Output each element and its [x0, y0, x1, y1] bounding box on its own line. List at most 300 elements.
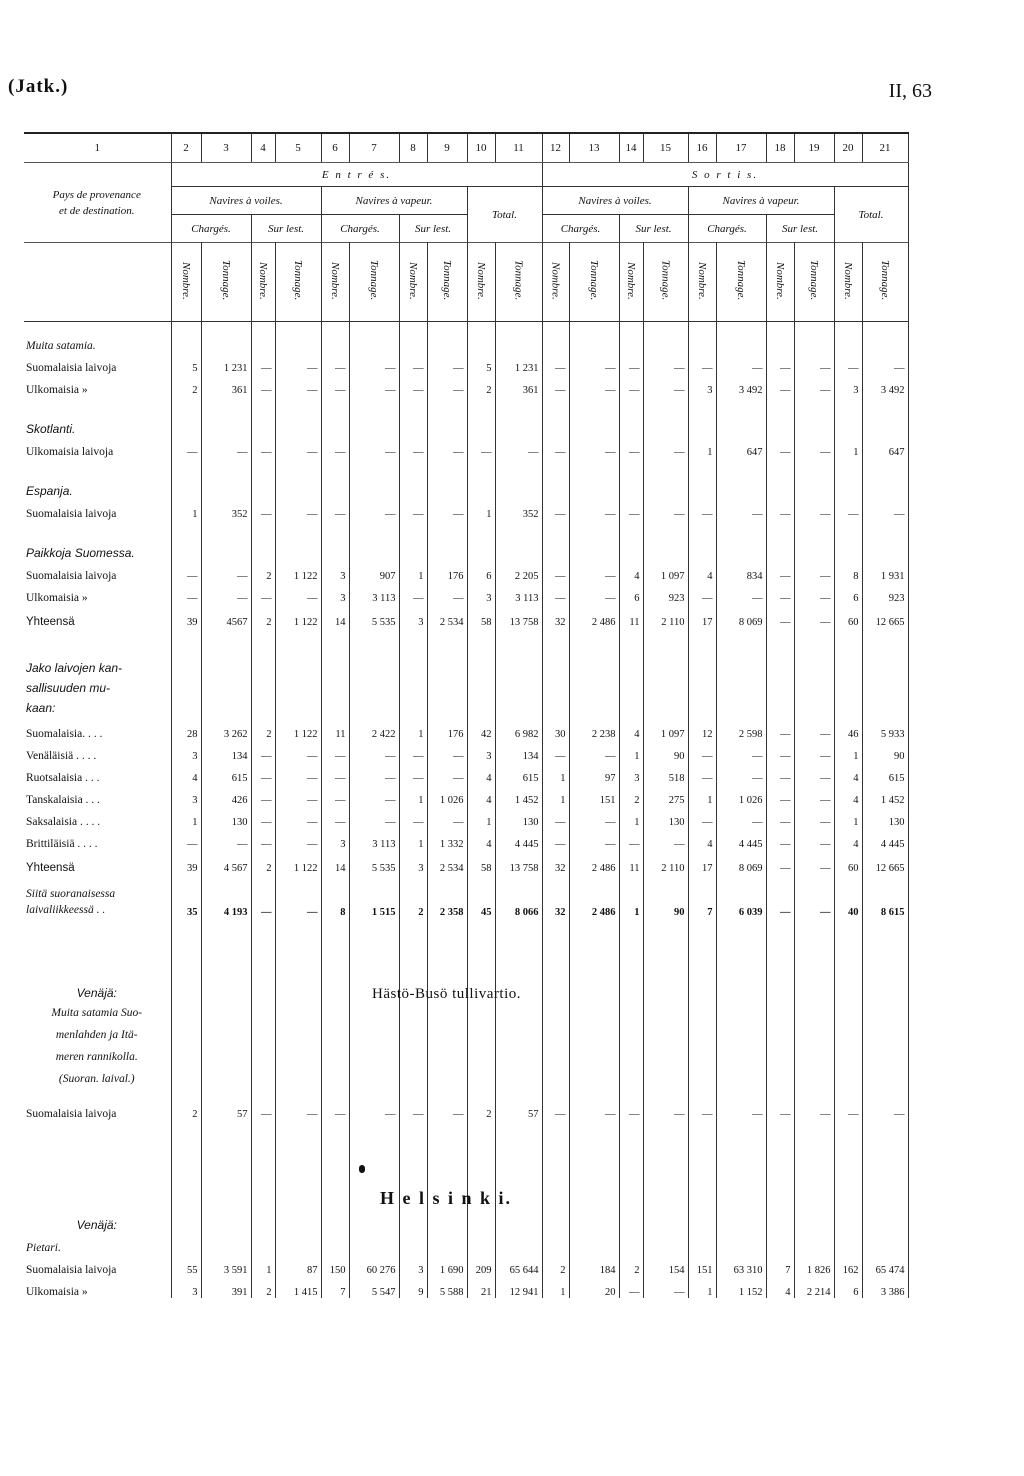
- header-tonnage: [427, 243, 467, 322]
- nombre-text: Nombre.: [696, 261, 708, 300]
- empty-cell: [794, 918, 834, 1000]
- empty-cell: [201, 396, 251, 436]
- table-cell: 12 665: [862, 850, 908, 874]
- empty-cell: [643, 396, 688, 436]
- table-cell: 8 615: [862, 874, 908, 918]
- table-cell: 176: [427, 718, 467, 740]
- table-cell: —: [688, 498, 716, 520]
- table-cell: 5: [467, 352, 495, 374]
- table-cell: —: [688, 582, 716, 604]
- table-cell: 57: [495, 1090, 542, 1120]
- empty-cell: [688, 1120, 716, 1232]
- table-cell: —: [542, 828, 569, 850]
- empty-cell: [569, 322, 619, 352]
- empty-cell: [427, 322, 467, 352]
- table-row: [24, 498, 908, 520]
- table-cell: 3: [171, 740, 201, 762]
- table-cell: 5 933: [862, 718, 908, 740]
- table-cell: —: [251, 352, 275, 374]
- table-cell: —: [542, 374, 569, 396]
- table-cell: 6: [834, 1276, 862, 1298]
- table-cell: 1 452: [495, 784, 542, 806]
- empty-cell: [834, 1000, 862, 1090]
- table-cell: —: [794, 806, 834, 828]
- section-muita-suomenlahden-line: menlahden ja Itä-: [55, 1028, 138, 1041]
- table-cell: 275: [643, 784, 688, 806]
- table-cell: 2: [619, 784, 643, 806]
- table-cell: 391: [201, 1276, 251, 1298]
- empty-cell: [171, 1232, 201, 1254]
- empty-cell: [399, 628, 427, 718]
- empty-cell: [569, 628, 619, 718]
- table-cell: 6 982: [495, 718, 542, 740]
- empty-cell: [834, 396, 862, 436]
- empty-cell: [201, 1000, 251, 1090]
- empty-cell: [321, 396, 349, 436]
- table-cell: 90: [643, 740, 688, 762]
- table-cell: —: [321, 806, 349, 828]
- table-cell: —: [399, 374, 427, 396]
- table-cell: 7: [766, 1254, 794, 1276]
- table-cell: 7: [688, 874, 716, 918]
- empty-cell: [643, 458, 688, 498]
- header-tonnage: [495, 243, 542, 322]
- empty-cell: [834, 458, 862, 498]
- sortis-header: S o r t i s.: [542, 163, 908, 187]
- table-row: [24, 396, 908, 436]
- table-cell: —: [688, 352, 716, 374]
- table-cell: 184: [569, 1254, 619, 1276]
- empty-cell: [349, 1120, 399, 1232]
- table-cell: 2: [251, 850, 275, 874]
- tonnage-text: Tonnage.: [220, 260, 232, 301]
- table-cell: —: [794, 718, 834, 740]
- table-cell: 2 110: [643, 850, 688, 874]
- table-cell: 9: [399, 1276, 427, 1298]
- empty-cell: [619, 396, 643, 436]
- table-cell: 3: [619, 762, 643, 784]
- table-cell: —: [251, 374, 275, 396]
- table-cell: —: [643, 1090, 688, 1120]
- table-cell: 134: [495, 740, 542, 762]
- empty-cell: [766, 322, 794, 352]
- table-cell: 58: [467, 850, 495, 874]
- table-cell: —: [766, 582, 794, 604]
- table-cell: 1: [251, 1254, 275, 1276]
- empty-cell: [399, 520, 427, 560]
- table-cell: 1: [399, 828, 427, 850]
- empty-cell: [619, 1120, 643, 1232]
- empty-cell: [688, 520, 716, 560]
- table-cell: 60 276: [349, 1254, 399, 1276]
- table-cell: —: [716, 498, 766, 520]
- table-cell: —: [201, 828, 251, 850]
- table-cell: 17: [688, 604, 716, 628]
- table-cell: 4: [834, 828, 862, 850]
- blank-cell: [24, 243, 171, 322]
- empty-cell: [171, 628, 201, 718]
- empty-cell: [716, 1232, 766, 1254]
- table-cell: —: [251, 1090, 275, 1120]
- table-cell: —: [321, 1090, 349, 1120]
- table-cell: —: [643, 828, 688, 850]
- table-cell: —: [349, 352, 399, 374]
- table-cell: 1: [542, 762, 569, 784]
- empty-cell: [427, 1120, 467, 1232]
- table-cell: 1: [542, 784, 569, 806]
- tonnage-text: Tonnage.: [441, 260, 453, 301]
- header-tonnage: [349, 243, 399, 322]
- column-number: 14: [619, 133, 643, 163]
- empty-cell: [794, 1000, 834, 1090]
- continuation-mark: (Jatk.): [8, 76, 69, 97]
- column-number: 2: [171, 133, 201, 163]
- table-cell: 1: [619, 874, 643, 918]
- table-cell: 923: [862, 582, 908, 604]
- empty-cell: [171, 458, 201, 498]
- table-cell: 35: [171, 874, 201, 918]
- table-row: [24, 243, 908, 322]
- table-row: [24, 784, 908, 806]
- table-cell: —: [794, 436, 834, 458]
- header-tonnage: [569, 243, 619, 322]
- empty-cell: [251, 520, 275, 560]
- table-cell: —: [275, 374, 321, 396]
- section-venaja-line: Venäjä:: [76, 985, 117, 1000]
- row-label-line: laivaliikkeessä . .: [26, 903, 106, 916]
- empty-cell: [495, 396, 542, 436]
- empty-cell: [275, 918, 321, 1000]
- table-cell: 615: [495, 762, 542, 784]
- table-cell: 1: [171, 498, 201, 520]
- table-row: [24, 874, 908, 918]
- table-cell: —: [643, 374, 688, 396]
- empty-cell: [862, 396, 908, 436]
- empty-cell: [794, 628, 834, 718]
- row-label: [24, 874, 171, 918]
- empty-cell: [794, 1120, 834, 1232]
- table-cell: —: [569, 1090, 619, 1120]
- table-cell: 1: [688, 1276, 716, 1298]
- table-cell: —: [643, 436, 688, 458]
- table-cell: —: [251, 762, 275, 784]
- empty-cell: [834, 918, 862, 1000]
- table-cell: 1: [171, 806, 201, 828]
- empty-cell: [495, 322, 542, 352]
- header-nombre: [834, 243, 862, 322]
- table-cell: 352: [495, 498, 542, 520]
- nombre-text: Nombre.: [329, 261, 341, 300]
- empty-cell: [251, 1232, 275, 1254]
- table-cell: —: [399, 762, 427, 784]
- table-cell: 90: [862, 740, 908, 762]
- empty-cell: [766, 918, 794, 1000]
- table-cell: 3: [321, 828, 349, 850]
- empty-cell: [862, 458, 908, 498]
- table-cell: 55: [171, 1254, 201, 1276]
- table-cell: 13 758: [495, 604, 542, 628]
- table-cell: 1 122: [275, 718, 321, 740]
- header-charges: Chargés.: [542, 215, 619, 243]
- table-cell: 154: [643, 1254, 688, 1276]
- row-label: Ulkomaisia »: [24, 374, 171, 396]
- table-cell: 3: [171, 1276, 201, 1298]
- row-label-line: Siitä suoranaisessa: [26, 887, 116, 900]
- row-label: Suomalaisia laivoja: [24, 1090, 171, 1120]
- table-cell: 1: [467, 806, 495, 828]
- table-cell: —: [569, 498, 619, 520]
- table-cell: —: [862, 352, 908, 374]
- table-cell: 12: [688, 718, 716, 740]
- table-cell: 46: [834, 718, 862, 740]
- table-cell: 3: [399, 1254, 427, 1276]
- table-cell: 3 113: [495, 582, 542, 604]
- table-cell: 2 486: [569, 604, 619, 628]
- empty-cell: [619, 1232, 643, 1254]
- table-cell: —: [495, 436, 542, 458]
- table-cell: —: [766, 828, 794, 850]
- table-cell: 90: [643, 874, 688, 918]
- pays-label-line1: Pays de provenance: [52, 188, 141, 201]
- column-number: 3: [201, 133, 251, 163]
- empty-cell: [399, 1232, 427, 1254]
- empty-cell: [619, 1000, 643, 1090]
- header-tonnage: [794, 243, 834, 322]
- row-label: Suomalaisia laivoja: [24, 352, 171, 374]
- empty-cell: [542, 520, 569, 560]
- table-cell: 1 152: [716, 1276, 766, 1298]
- table-row: [24, 1120, 908, 1232]
- table-cell: —: [766, 850, 794, 874]
- header-navires-vapeur: Navires à vapeur.: [688, 187, 834, 215]
- empty-cell: [834, 1232, 862, 1254]
- table-cell: —: [716, 762, 766, 784]
- table-cell: 1 122: [275, 850, 321, 874]
- empty-cell: [542, 396, 569, 436]
- empty-cell: [251, 1120, 275, 1232]
- table-cell: —: [427, 740, 467, 762]
- table-cell: 518: [643, 762, 688, 784]
- table-cell: —: [794, 784, 834, 806]
- empty-cell: [716, 396, 766, 436]
- table-cell: 14: [321, 604, 349, 628]
- empty-cell: [619, 458, 643, 498]
- table-cell: 4: [619, 718, 643, 740]
- table-cell: 834: [716, 560, 766, 582]
- empty-cell: [766, 458, 794, 498]
- row-label: Ruotsalaisia . . .: [24, 762, 171, 784]
- section-muita-suomenlahden-line: Muita satamia Suo-: [51, 1006, 143, 1019]
- section-jako-line: sallisuuden mu-: [26, 680, 111, 695]
- table-cell: —: [251, 806, 275, 828]
- row-label: Ulkomaisia »: [24, 582, 171, 604]
- table-cell: 32: [542, 874, 569, 918]
- table-cell: —: [862, 1090, 908, 1120]
- row-label: Ulkomaisia »: [24, 1276, 171, 1298]
- table-cell: 3: [321, 560, 349, 582]
- table-cell: —: [643, 498, 688, 520]
- table-cell: —: [251, 582, 275, 604]
- table-cell: 4: [467, 784, 495, 806]
- table-cell: 3 591: [201, 1254, 251, 1276]
- table-cell: —: [643, 1276, 688, 1298]
- table-cell: 923: [643, 582, 688, 604]
- table-cell: 3: [467, 740, 495, 762]
- table-cell: —: [766, 374, 794, 396]
- empty-cell: [569, 1120, 619, 1232]
- table-cell: 39: [171, 604, 201, 628]
- table-cell: 1 826: [794, 1254, 834, 1276]
- empty-cell: [275, 322, 321, 352]
- table-cell: 426: [201, 784, 251, 806]
- column-number: 10: [467, 133, 495, 163]
- table-cell: 1 097: [643, 560, 688, 582]
- nombre-text: Nombre.: [625, 261, 637, 300]
- table-cell: 4: [834, 784, 862, 806]
- table-cell: 3 113: [349, 582, 399, 604]
- table-cell: —: [794, 740, 834, 762]
- header-navires-voiles: Navires à voiles.: [542, 187, 688, 215]
- table-row: [24, 604, 908, 628]
- empty-cell: [349, 1232, 399, 1254]
- nombre-text: Nombre.: [774, 261, 786, 300]
- table-cell: —: [399, 436, 427, 458]
- table-row: [24, 133, 908, 163]
- table-cell: 1 931: [862, 560, 908, 582]
- table-cell: 11: [619, 604, 643, 628]
- empty-cell: [862, 520, 908, 560]
- empty-cell: [275, 458, 321, 498]
- table-cell: 2: [467, 374, 495, 396]
- empty-cell: [569, 918, 619, 1000]
- table-cell: 2 422: [349, 718, 399, 740]
- empty-cell: [569, 458, 619, 498]
- empty-cell: [766, 1120, 794, 1232]
- empty-cell: [275, 396, 321, 436]
- table-cell: —: [349, 1090, 399, 1120]
- table-cell: —: [619, 436, 643, 458]
- table-cell: —: [201, 436, 251, 458]
- table-cell: 5 588: [427, 1276, 467, 1298]
- table-cell: 5 535: [349, 604, 399, 628]
- table-row: [24, 374, 908, 396]
- table-cell: 1: [834, 806, 862, 828]
- tonnage-text: Tonnage.: [588, 260, 600, 301]
- empty-cell: [275, 628, 321, 718]
- table-cell: 2: [251, 1276, 275, 1298]
- empty-cell: [467, 520, 495, 560]
- table-cell: 4: [467, 828, 495, 850]
- empty-cell: [467, 322, 495, 352]
- empty-cell: [171, 520, 201, 560]
- table-cell: 4: [688, 560, 716, 582]
- table-cell: —: [542, 498, 569, 520]
- table-cell: —: [569, 560, 619, 582]
- empty-cell: [495, 1120, 542, 1232]
- section-muita-satamia: [24, 322, 171, 352]
- table-cell: 1 231: [495, 352, 542, 374]
- empty-cell: [862, 1120, 908, 1232]
- empty-cell: [349, 1000, 399, 1090]
- table-cell: —: [321, 374, 349, 396]
- pays-label-cell: [24, 163, 171, 243]
- section-muita-satamia-line: Muita satamia.: [26, 339, 96, 352]
- table-cell: 151: [688, 1254, 716, 1276]
- table-cell: —: [349, 374, 399, 396]
- table-cell: 1 026: [427, 784, 467, 806]
- table-cell: 3: [688, 374, 716, 396]
- table-row: [24, 582, 908, 604]
- table-cell: —: [251, 740, 275, 762]
- table-cell: 3: [399, 604, 427, 628]
- table-cell: —: [349, 740, 399, 762]
- table-cell: 4 567: [201, 850, 251, 874]
- table-cell: 12 941: [495, 1276, 542, 1298]
- table-cell: 8: [321, 874, 349, 918]
- row-label: Suomalaisia laivoja: [24, 498, 171, 520]
- table-cell: —: [349, 806, 399, 828]
- empty-cell: [643, 1000, 688, 1090]
- header-nombre: [171, 243, 201, 322]
- table-row: [24, 352, 908, 374]
- table-row: [24, 560, 908, 582]
- table-cell: 361: [495, 374, 542, 396]
- empty-cell: [766, 396, 794, 436]
- table-cell: —: [275, 874, 321, 918]
- table-cell: 1 515: [349, 874, 399, 918]
- empty-cell: [171, 322, 201, 352]
- empty-cell: [794, 520, 834, 560]
- table-row: [24, 322, 908, 352]
- table-cell: 3: [321, 582, 349, 604]
- empty-cell: [495, 520, 542, 560]
- nombre-text: Nombre.: [549, 261, 562, 300]
- column-number: 12: [542, 133, 569, 163]
- table-cell: 60: [834, 604, 862, 628]
- empty-cell: [171, 918, 201, 1000]
- table-cell: 1 097: [643, 718, 688, 740]
- section-jako-line: kaan:: [26, 700, 56, 715]
- table-cell: —: [766, 436, 794, 458]
- header-sur-lest: Sur lest.: [619, 215, 688, 243]
- column-number: 9: [427, 133, 467, 163]
- header-nombre: [619, 243, 643, 322]
- table-cell: —: [321, 762, 349, 784]
- table-row: [24, 1276, 908, 1298]
- header-charges: Chargés.: [171, 215, 251, 243]
- empty-cell: [399, 396, 427, 436]
- table-row: [24, 1232, 908, 1254]
- table-cell: —: [643, 352, 688, 374]
- table-cell: 4 445: [716, 828, 766, 850]
- table-cell: 60: [834, 850, 862, 874]
- row-label: Yhteensä: [24, 604, 171, 628]
- table-cell: —: [349, 762, 399, 784]
- empty-cell: [542, 1232, 569, 1254]
- table-cell: 3: [399, 850, 427, 874]
- empty-cell: [643, 918, 688, 1000]
- table-cell: —: [251, 498, 275, 520]
- table-cell: 4 445: [495, 828, 542, 850]
- table-cell: —: [619, 374, 643, 396]
- tonnage-text: Tonnage.: [659, 260, 672, 301]
- empty-cell: [321, 322, 349, 352]
- table-cell: —: [569, 806, 619, 828]
- table-cell: —: [321, 784, 349, 806]
- empty-cell: [349, 520, 399, 560]
- table-cell: —: [619, 352, 643, 374]
- table-cell: —: [427, 436, 467, 458]
